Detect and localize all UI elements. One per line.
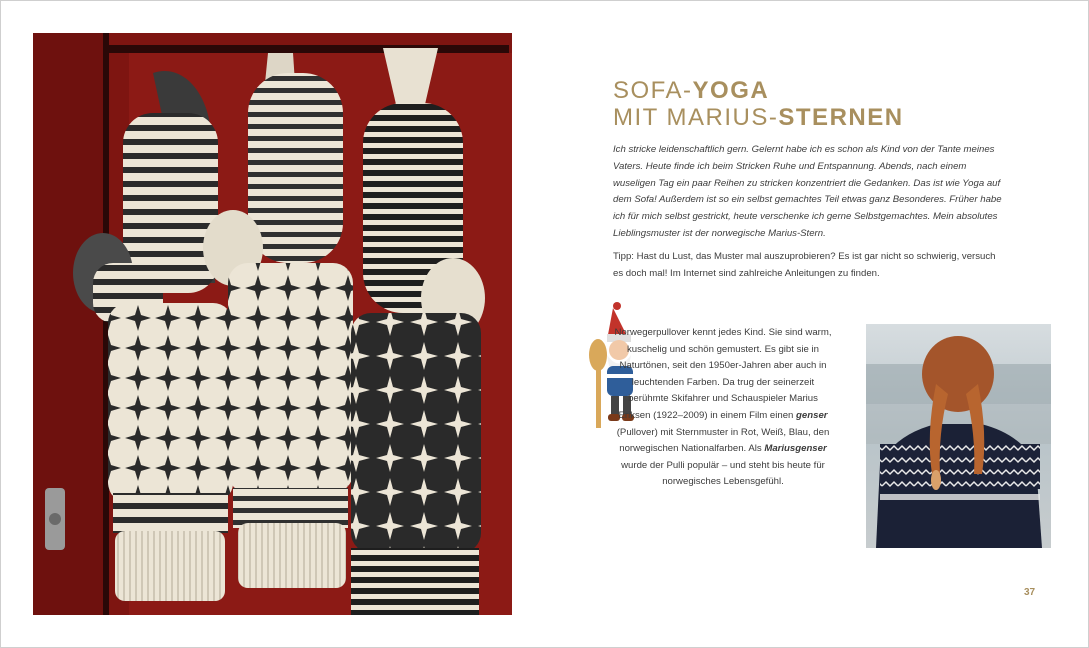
term-genser: genser <box>796 409 828 421</box>
title-line-1: SOFA-YOGA <box>613 77 770 104</box>
article-title <box>613 77 904 131</box>
story-paragraph: Norwegerpullover kennt jedes Kind. Sie sind warm, kuschelig und schön gemustert. Es gibt sie in Naturtönen, seit den 1950er-Jahren aber auch in leuchtenden Farben. Da trug der seinerzeit berühmte Skifahrer und Schauspieler Marius Eriksen (1922–2009) in einem Film einen genser (Pullover) mit Sternmuster in Rot, Weiß, Blau, den norwegischen Nationalfarben. Als Mariusgenser wurde der Pulli populär – und steht bis heute für norwegisches Lebensgefühl. <box>614 327 832 488</box>
page-number: 37 <box>1024 587 1036 598</box>
sweater-photo <box>866 324 1051 548</box>
title-line-2: MIT MARIUS-STERNEN <box>613 104 904 131</box>
term-mariusgenser: Mariusgenser <box>764 443 827 455</box>
socks-photo <box>33 33 512 615</box>
intro-paragraph: Ich stricke leidenschaftlich gern. Gelernt habe ich es schon als Kind von der Tante meines Vaters. Heute finde ich beim Stricken Ruhe und Entspannung. Abends, nach einem wuseligen Tag ein paar Reihen zu stricken konzentriert die Gedanken. Das ist wie Yoga auf dem Sofa! Außerdem ist so ein selbst gemachtes Teil etwas ganz Besonderes. Früher habe ich für mich selbst gestrickt, heute verschenke ich gerne Selbstgemachtes. Mein absolutes Lieblingsmuster ist der norwegische Marius-Stern. <box>613 144 1002 239</box>
tip-paragraph: Tipp: Hast du Lust, das Muster mal auszuprobieren? Es ist gar nicht so schwierig, versuch es doch mal! Im Internet sind zahlreiche Anleitungen zu finden. <box>613 251 996 279</box>
